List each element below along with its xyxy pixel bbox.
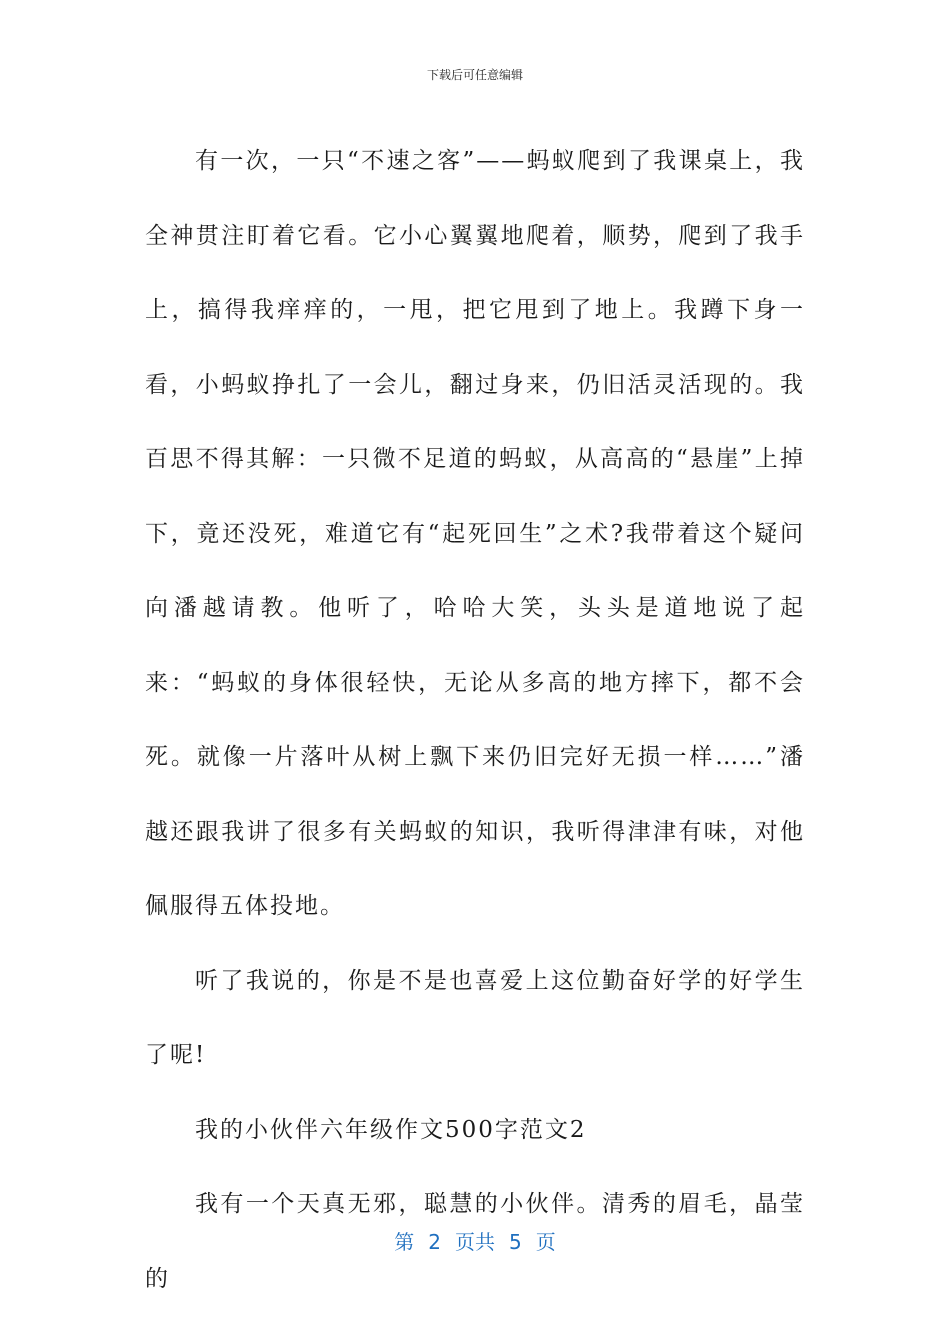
page-header-note: 下载后可任意编辑 bbox=[426, 68, 523, 82]
paragraph-closing-question: 听了我说的，你是不是也喜爱上这位勤奋好学的好学生了呢! bbox=[145, 967, 805, 1068]
essay-heading: 我的小伙伴六年级作文500字范文2 bbox=[195, 1116, 587, 1143]
page-number-footer bbox=[0, 1226, 950, 1255]
footer-suffix: 页 bbox=[535, 1230, 556, 1254]
footer-prefix: 第 bbox=[394, 1230, 415, 1254]
footer-current-page: 2 bbox=[428, 1230, 441, 1254]
footer-middle: 页共 bbox=[455, 1230, 495, 1254]
paragraph-second-essay-intro: 我有一个天真无邪，聪慧的小伙伴。清秀的眉毛，晶莹的 bbox=[145, 1191, 805, 1292]
document-body bbox=[145, 124, 805, 1316]
paragraph-ant-story: 有一次，一只“不速之客”——蚂蚁爬到了我课桌上，我全神贯注盯着它看。它小心翼翼地爬着，顺势，爬到了我手上，搞得我痒痒的，一甩，把它甩到了地上。我蹲下身一看，小蚂蚁挣扎了一会儿，翻过身来，仍旧活灵活现的。我百思不得其解：一只微不足道的蚂蚁，从高高的“悬崖”上掉下，竟还没死，难道它有“起死回生”之术?我带着这个疑问向潘越请教。他听了，哈哈大笑，头头是道地说了起来：“蚂蚁的身体很轻快，无论从多高的地方摔下，都不会死。就像一片落叶从树上飘下来仍旧完好无损一样……”潘越还跟我讲了很多有关蚂蚁的知识，我听得津津有味，对他佩服得五体投地。 bbox=[145, 148, 805, 919]
footer-total-pages: 5 bbox=[509, 1230, 522, 1254]
